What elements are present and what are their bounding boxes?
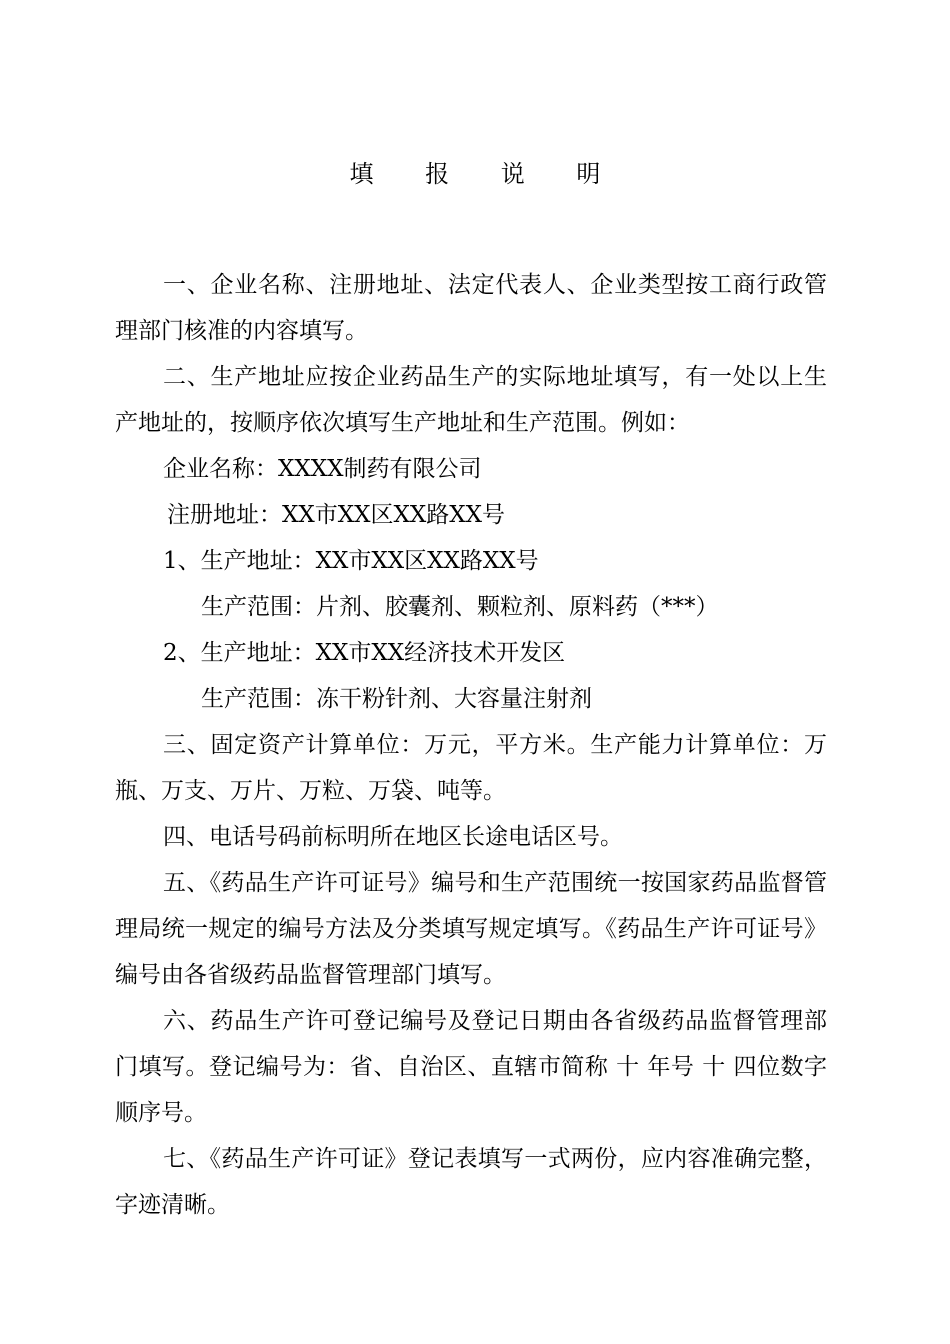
paragraph-5: 五、《药品生产许可证号》编号和生产范围统一按国家药品监督管理局统一规定的编号方法及分类填写规定填写。《药品生产许可证号》编号由各省级药品监督管理部门填写。 (115, 870, 827, 988)
page-title: 填 报 说 明 (349, 160, 623, 188)
paragraph-1: 一、企业名称、注册地址、法定代表人、企业类型按工商行政管理部门核准的内容填写。 (115, 272, 827, 344)
example-registered-address: 注册地址：XX市XX区XX路XX号 (167, 502, 505, 528)
paragraph-4: 四、电话号码前标明所在地区长途电话区号。 (163, 824, 623, 850)
paragraph-7: 七、《药品生产许可证》登记表填写一式两份，应内容准确完整，字迹清晰。 (115, 1146, 827, 1218)
document-body (115, 262, 827, 1228)
example-site2-address: 2、生产地址：XX市XX经济技术开发区 (163, 640, 566, 666)
example-site1-address: 1、生产地址：XX市XX区XX路XX号 (163, 548, 539, 574)
example-site1-scope: 生产范围：片剂、胶囊剂、颗粒剂、原料药（***） (201, 594, 719, 620)
paragraph-3: 三、固定资产计算单位：万元，平方米。生产能力计算单位：万瓶、万支、万片、万粒、万袋、吨等。 (115, 732, 827, 804)
example-site2-scope: 生产范围：冻干粉针剂、大容量注射剂 (201, 686, 592, 712)
paragraph-2: 二、生产地址应按企业药品生产的实际地址填写，有一处以上生产地址的，按顺序依次填写生产地址和生产范围。例如： (115, 364, 827, 436)
example-company-name: 企业名称：XXXX制药有限公司 (163, 456, 482, 482)
paragraph-6: 六、药品生产许可登记编号及登记日期由各省级药品监督管理部门填写。登记编号为：省、自治区、直辖市简称 十 年号 十 四位数字顺序号。 (115, 1008, 827, 1126)
